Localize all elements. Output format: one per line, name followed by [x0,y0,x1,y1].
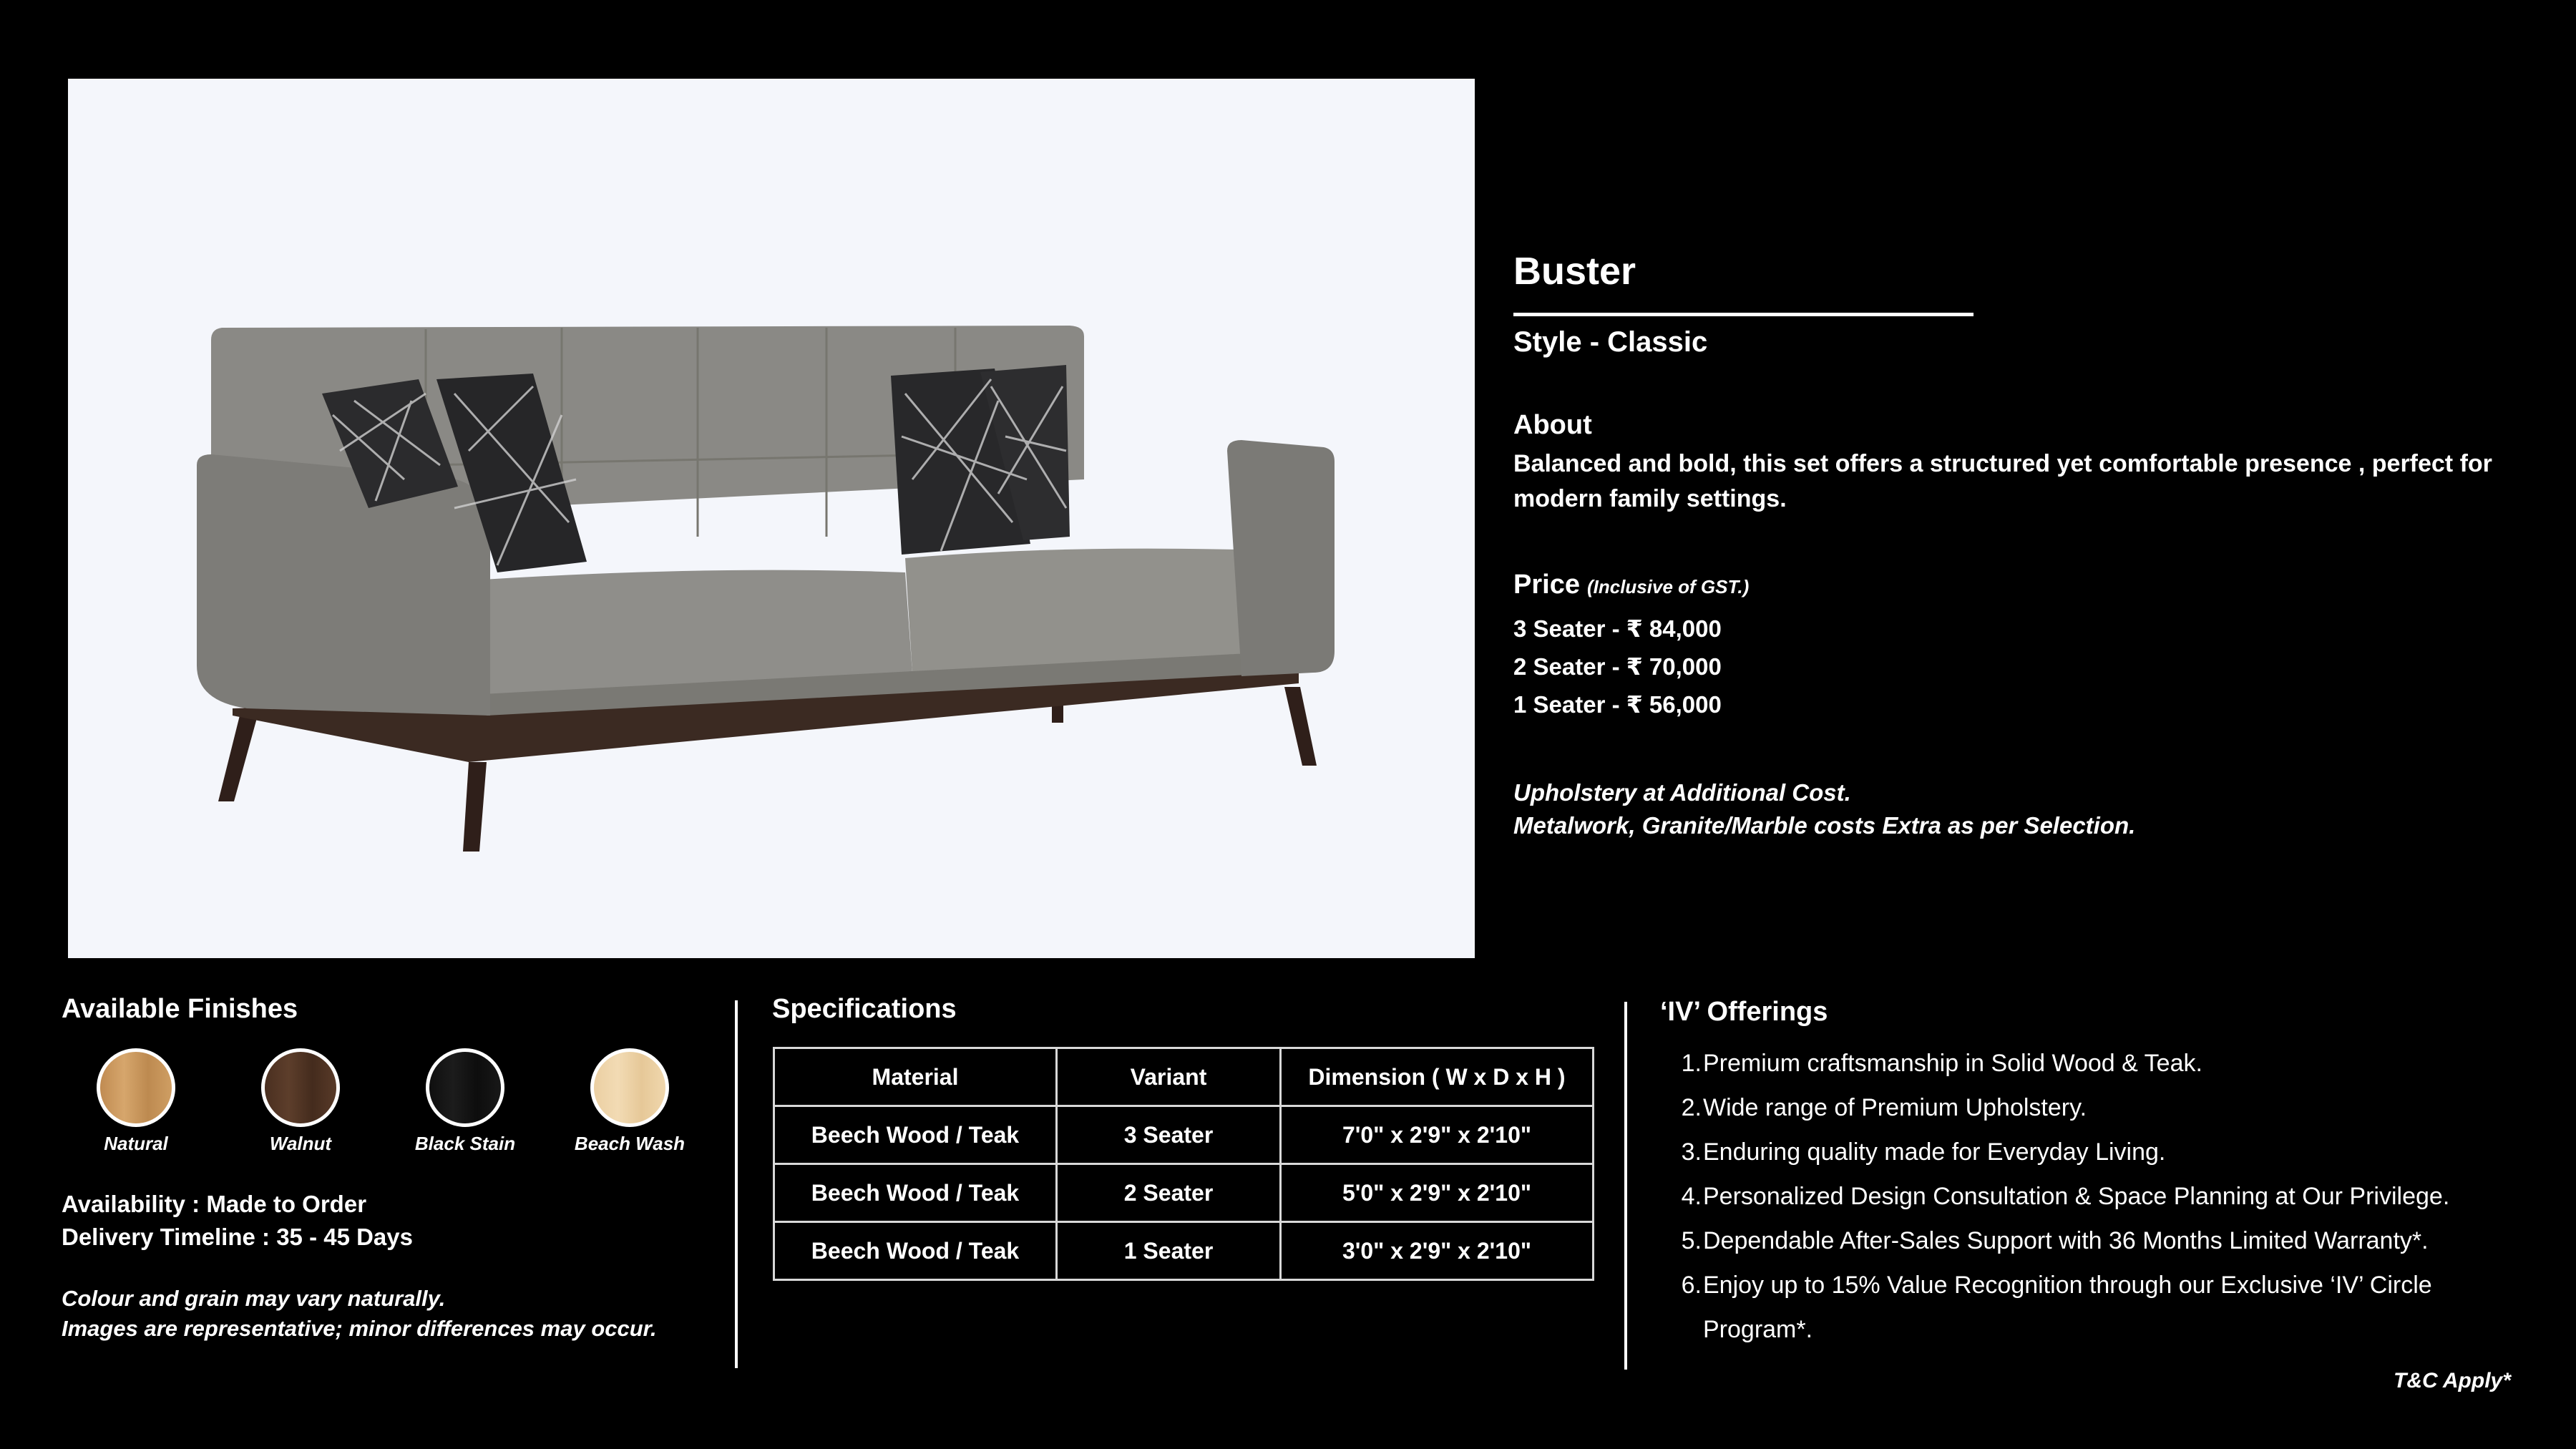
cell-dimension: 7'0" x 2'9" x 2'10" [1281,1106,1594,1164]
list-number: 1. [1681,1050,1702,1077]
list-text: Dependable After-Sales Support with 36 Months Limited Warranty*. [1703,1227,2429,1254]
offerings-list [1660,1041,2547,1352]
price-heading-label: Price [1513,570,1580,600]
list-number: 5. [1681,1227,1702,1254]
table-header-row [774,1048,1594,1106]
cell-variant: 2 Seater [1057,1164,1281,1222]
availability-line: Availability : Made to Order [62,1191,367,1217]
finish-label: Walnut [269,1133,332,1154]
disclaimer-line: Images are representative; minor differences may occur. [62,1316,657,1341]
extras-line: Upholstery at Additional Cost. [1513,779,1851,806]
price-heading [1513,570,1749,600]
table-row [774,1106,1594,1164]
cell-variant: 1 Seater [1057,1222,1281,1280]
product-image [68,79,1475,958]
list-text: Enjoy up to 15% Value Recognition through our Exclusive ‘IV’ Circle Program*. [1703,1272,2432,1343]
list-text: Personalized Design Consultation & Space Planning at Our Privilege. [1703,1183,2450,1210]
table-row [774,1222,1594,1280]
price-extras [1513,776,2135,842]
column-header: Dimension ( W x D x H ) [1281,1048,1594,1106]
finish-swatch-beach-wash[interactable] [551,1048,708,1155]
table-row [774,1164,1594,1222]
column-header: Material [774,1048,1057,1106]
list-item [1660,1041,2547,1085]
about-heading: About [1513,410,1592,440]
list-number: 2. [1681,1094,1702,1121]
price-list [1513,610,1722,723]
cell-material: Beech Wood / Teak [774,1222,1057,1280]
list-text: Premium craftsmanship in Solid Wood & Teak. [1703,1050,2202,1077]
about-text: Balanced and bold, this set offers a structured yet comfortable presence , perfect for modern family settings. [1513,450,2492,512]
cell-dimension: 5'0" x 2'9" x 2'10" [1281,1164,1594,1222]
section-divider [1624,1002,1627,1370]
finish-swatch-natural[interactable] [57,1048,215,1155]
terms-footnote: T&C Apply* [2394,1369,2511,1392]
availability-info [62,1188,413,1254]
list-item [1660,1219,2547,1263]
finishes-heading: Available Finishes [62,994,298,1024]
price-gst-note: (Inclusive of GST.) [1586,576,1750,597]
price-item: 2 Seater - ₹ 70,000 [1513,653,1722,680]
finish-swatch-black-stain[interactable] [386,1048,544,1155]
list-item [1660,1085,2547,1130]
cell-material: Beech Wood / Teak [774,1164,1057,1222]
wood-swatch-icon [261,1048,340,1127]
cell-variant: 3 Seater [1057,1106,1281,1164]
list-number: 3. [1681,1138,1702,1166]
finish-label: Beach Wash [574,1133,686,1154]
list-item [1660,1130,2547,1174]
price-item: 3 Seater - ₹ 84,000 [1513,615,1722,642]
offerings-heading: ‘IV’ Offerings [1660,997,1828,1027]
cell-material: Beech Wood / Teak [774,1106,1057,1164]
list-item [1660,1263,2547,1352]
wood-swatch-icon [590,1048,669,1127]
section-divider [735,1000,738,1368]
extras-line: Metalwork, Granite/Marble costs Extra as per Selection. [1513,812,2136,839]
finish-label: Black Stain [414,1133,516,1154]
list-number: 6. [1681,1272,1702,1299]
product-style: Style - Classic [1513,326,1708,358]
list-text: Wide range of Premium Upholstery. [1703,1094,2087,1121]
list-item [1660,1174,2547,1219]
cell-dimension: 3'0" x 2'9" x 2'10" [1281,1222,1594,1280]
disclaimer [62,1284,657,1344]
finish-label: Natural [104,1133,168,1154]
specifications-heading: Specifications [772,994,957,1024]
title-underline [1513,313,1974,316]
list-text: Enduring quality made for Everyday Living. [1703,1138,2166,1166]
wood-swatch-icon [97,1048,175,1127]
product-title: Buster [1513,250,1636,293]
specifications-table [773,1047,1594,1281]
price-item: 1 Seater - ₹ 56,000 [1513,691,1722,718]
delivery-timeline-line: Delivery Timeline : 35 - 45 Days [62,1224,413,1250]
column-header: Variant [1057,1048,1281,1106]
list-number: 4. [1681,1183,1702,1210]
sofa-illustration [68,79,1475,958]
wood-swatch-icon [426,1048,504,1127]
finish-swatch-walnut[interactable] [222,1048,379,1155]
disclaimer-line: Colour and grain may vary naturally. [62,1286,446,1311]
